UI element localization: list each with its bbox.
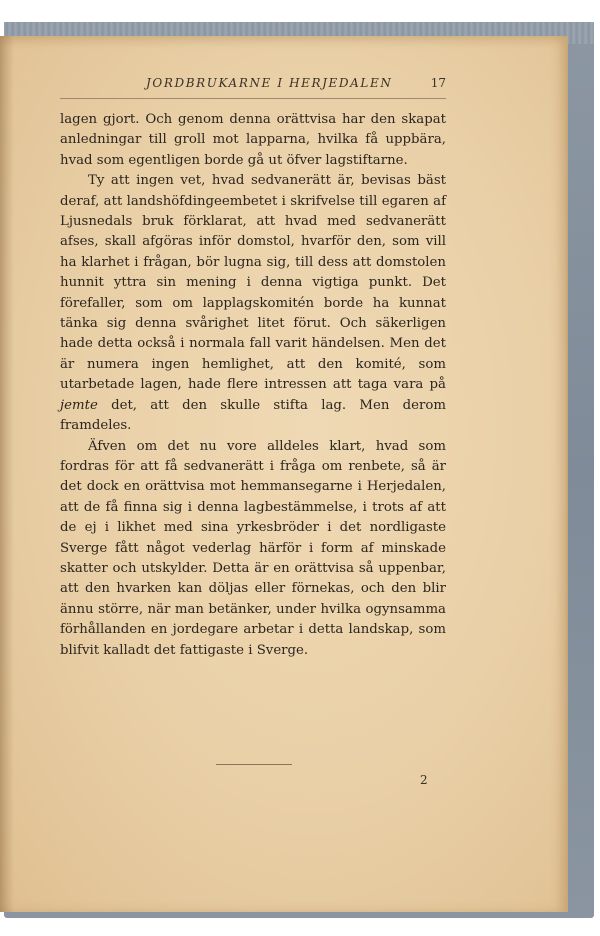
footer-rule: [216, 764, 292, 765]
running-title: JORDBRUKARNE I HERJEDALEN: [146, 76, 393, 90]
paragraph-2-text-a: Ty att ingen vet, hvad sedvanerätt är, bevisas bäst deraf, att landshöfdingeembetet i skrifvelse till egaren af Ljusnedals bruk förklarat, att hvad med sedvanerätt afses, skall afgöras inför domstol, hvarför den, som vill ha klarhet i frågan, bör lugna sig, till dess att domstolen hunnit yttra sin mening i denna vigtiga punkt. Det förefaller, som om lapplagskomitén borde ha kunnat tänka sig denna svårighet litet förut. Och säkerligen hade detta också i normala fall varit händelsen. Men det är numera ingen hemlighet, att den komité, som utarbetade lagen, hade flere intressen att taga vara på: [60, 173, 446, 393]
body-text: [60, 110, 446, 661]
paragraph-3: Äfven om det nu vore alldeles klart, hvad som fordras för att få sedvanerätt i fråga om renbete, så är det dock en orättvisa mot hemmansegarne i Herjedalen, att de få finna sig i denna lagbestämmelse, i trots af att de ej i likhet med sina yrkesbröder i det nordligaste Sverge fått något vederlag härför i form af minskade skatter och utskylder. Detta är en orättvisa så uppenbar, att den hvarken kan döljas eller förnekas, och den blir ännu större, när man betänker, under hvilka ogynsamma förhållanden en jordegare arbetar i detta landskap, som blifvit kalladt det fattigaste i Sverge.: [60, 438, 446, 658]
italic-word: jemte: [60, 397, 98, 413]
signature-mark: 2: [420, 773, 428, 787]
paragraph-1: lagen gjort. Och genom denna orättvisa har den skapat anledningar till groll mot lapparna, hvilka få uppbära, hvad som egentligen borde gå ut öfver lagstiftarne.: [60, 112, 446, 168]
page-gutter-shadow: [0, 36, 14, 912]
running-head: [60, 72, 446, 94]
page-number: 17: [430, 76, 446, 90]
paragraph-2: [60, 171, 446, 436]
header-rule: [60, 98, 446, 99]
paragraph-2-text-b: det, att den skulle stifta lag. Men derom framdeles.: [60, 397, 446, 434]
